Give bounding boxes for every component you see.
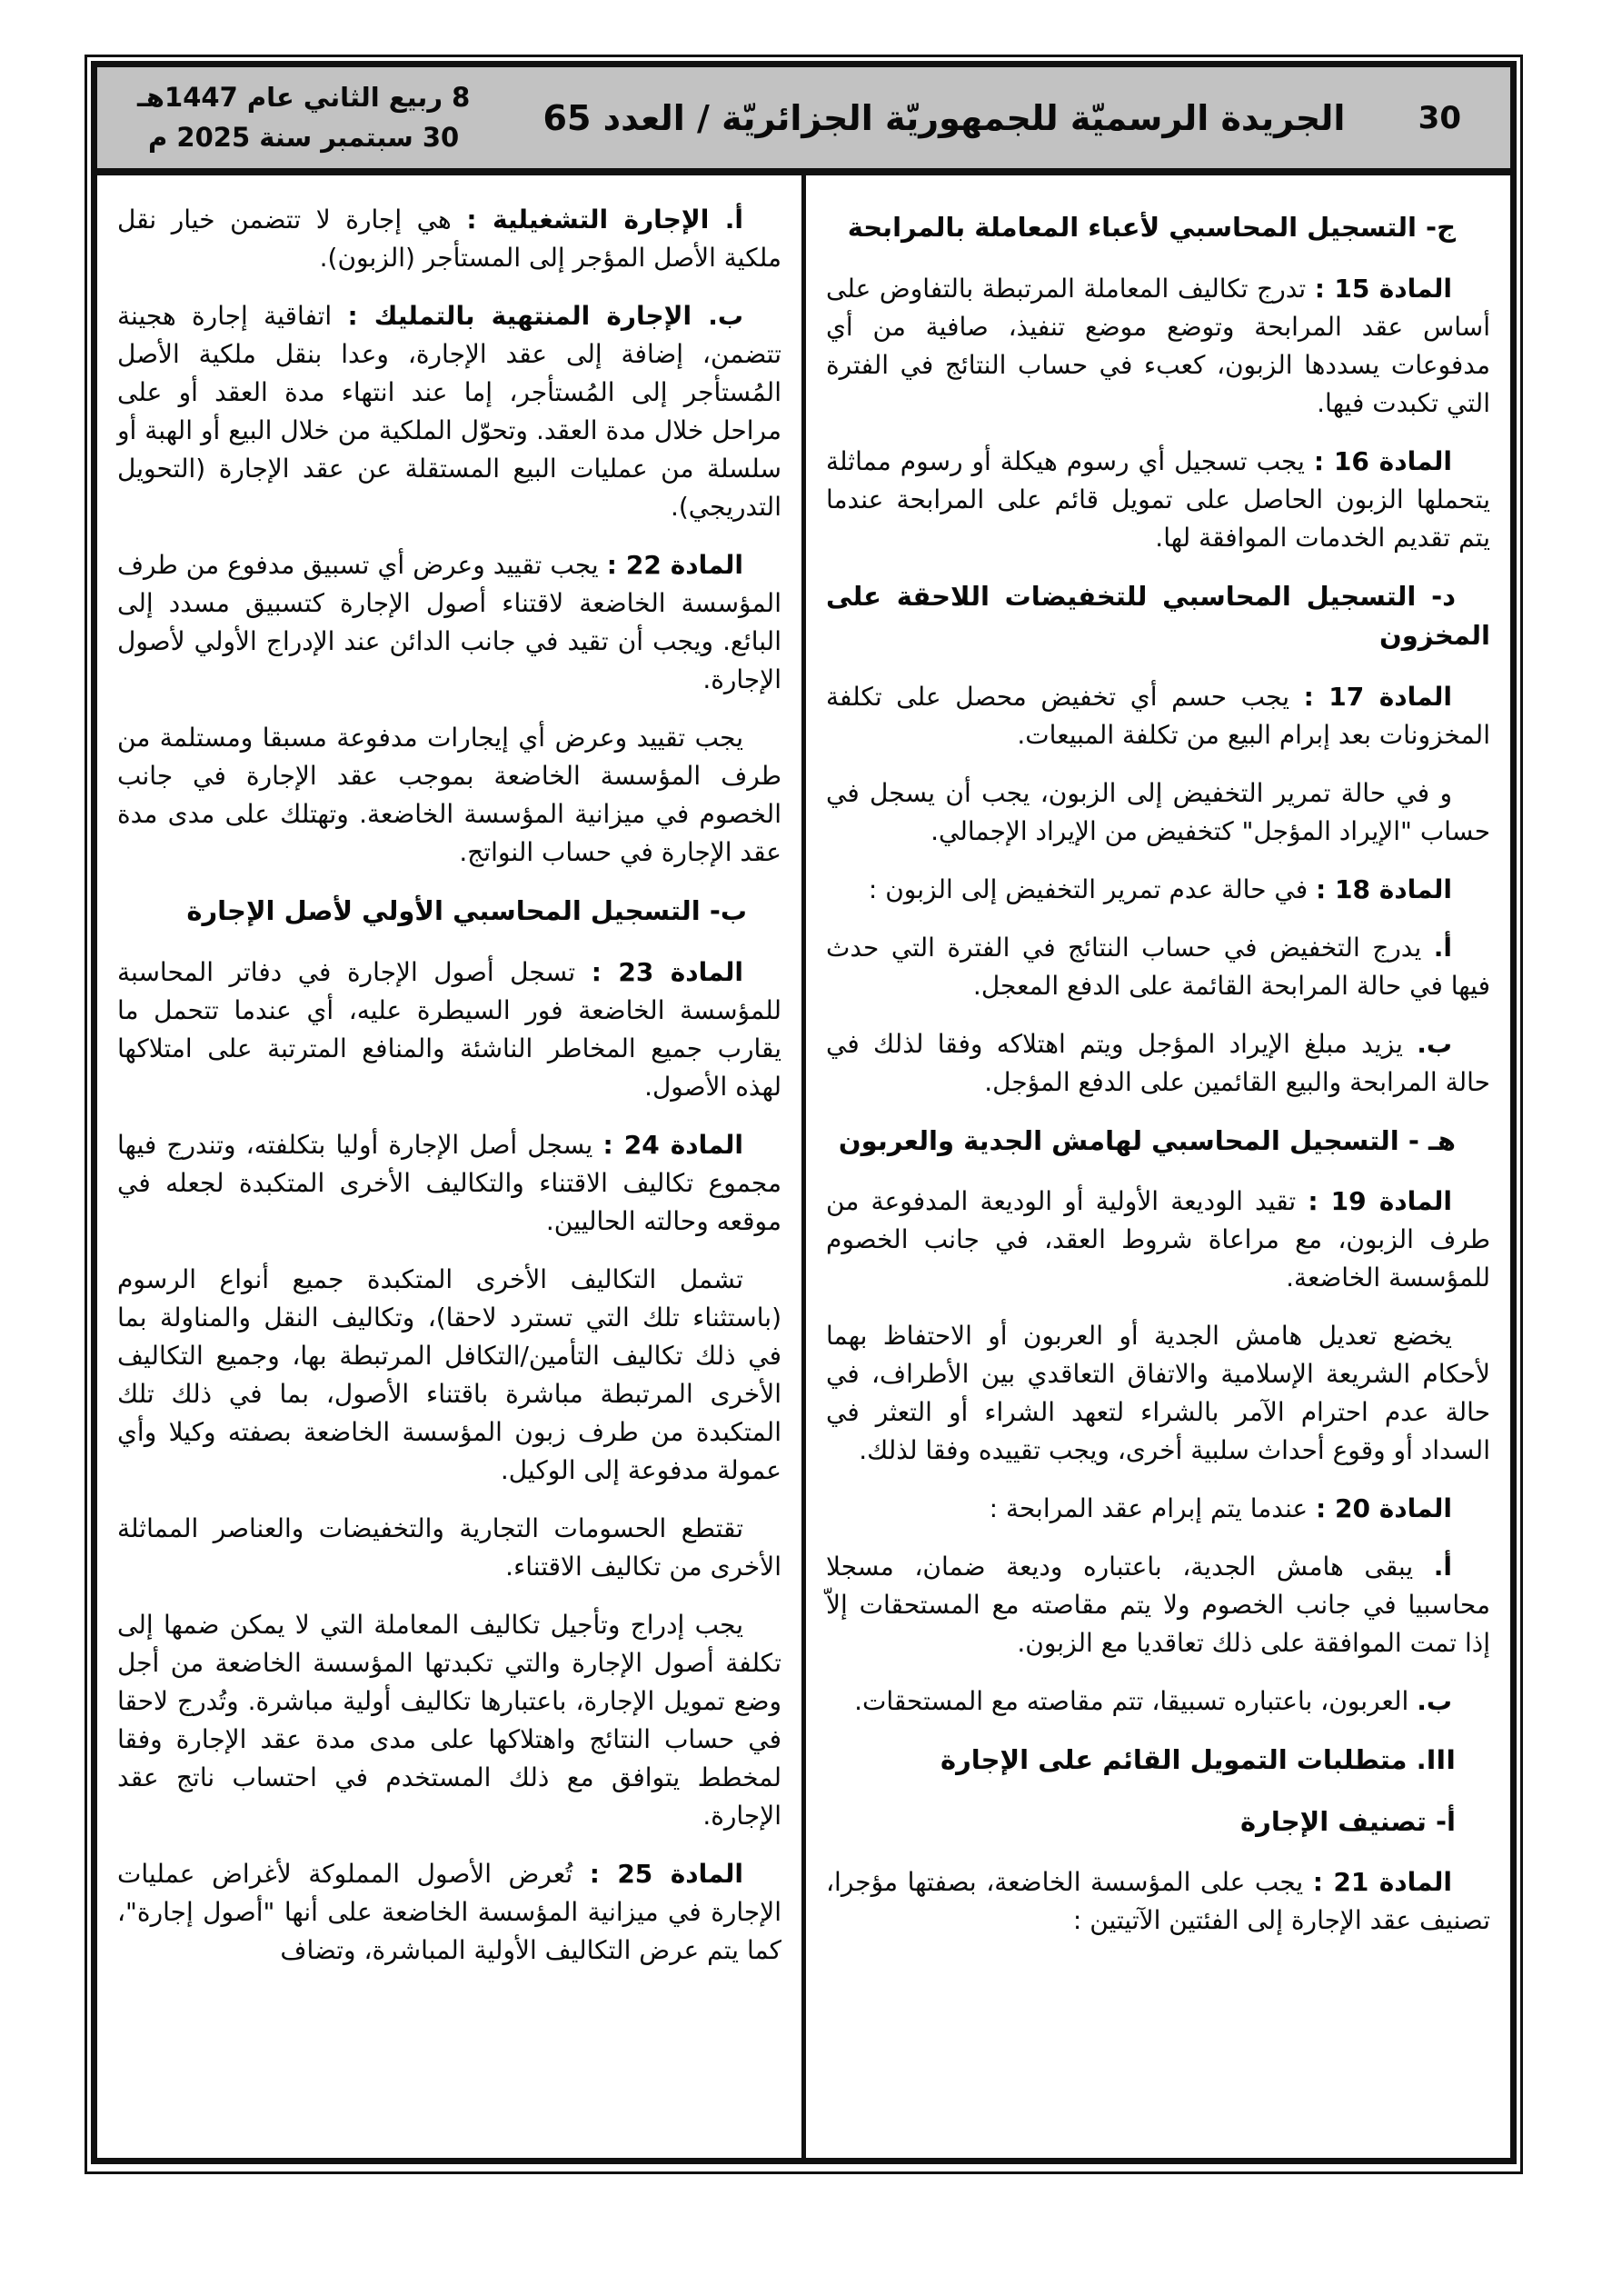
list-item-paragraph bbox=[826, 929, 1490, 1005]
column-divider bbox=[801, 175, 806, 2158]
article-text: العربون، باعتباره تسبيقا، تتم مقاصته مع المستحقات. bbox=[854, 1686, 1418, 1716]
page-frame-inner bbox=[91, 61, 1517, 2164]
list-item-paragraph bbox=[117, 201, 781, 277]
article-label: المادة 15 : bbox=[1314, 273, 1452, 304]
issue-dates bbox=[130, 78, 470, 157]
body-paragraph bbox=[117, 719, 781, 872]
article-label: المادة 24 : bbox=[602, 1129, 744, 1160]
article-paragraph bbox=[117, 1126, 781, 1241]
article-text: يجب تقييد وعرض أي إيجارات مدفوعة مسبقا ومستلمة من طرف المؤسسة الخاضعة بموجب عقد الإجارة في جانب الخصوم في ميزانية المؤسسة الخاضعة. وتهتلك على مدى مدة عقد الإجارة في حساب النواتج. bbox=[117, 723, 781, 867]
article-text: يدرج التخفيض في حساب النتائج في الفترة التي حدث فيها في حالة المرابحة القائمة على الدفع المعجل. bbox=[826, 932, 1490, 1001]
article-text: تسجل أصول الإجارة في دفاتر المحاسبة للمؤسسة الخاضعة فور السيطرة عليه، أي عندما تتحمل ما يقارب جميع المخاطر الناشئة والمنافع المترتبة على امتلاكها لهذه الأصول. bbox=[117, 956, 781, 1102]
article-paragraph bbox=[826, 1863, 1490, 1940]
article-paragraph bbox=[117, 953, 781, 1106]
list-item-paragraph bbox=[826, 1682, 1490, 1721]
list-item-label: ب. bbox=[1417, 1686, 1452, 1716]
page-number: 30 bbox=[1418, 99, 1461, 136]
article-label: المادة 23 : bbox=[591, 956, 743, 987]
section-heading: د- التسجيل المحاسبي للتخفيضات اللاحقة على المخزون bbox=[826, 580, 1490, 651]
article-text: تدرج تكاليف المعاملة المرتبطة بالتفاوض على أساس عقد المرابحة وتوضع موضع تنفيذ، صافية من أي مدفوعات يسددها الزبون، كعبء في حساب النتائج في الفترة التي تكبدت فيها. bbox=[826, 273, 1490, 418]
article-text: عندما يتم إبرام عقد المرابحة : bbox=[989, 1493, 1317, 1523]
article-label: المادة 21 : bbox=[1312, 1867, 1452, 1897]
journal-header bbox=[97, 67, 1510, 175]
article-paragraph bbox=[826, 871, 1490, 909]
article-paragraph bbox=[826, 678, 1490, 754]
article-paragraph bbox=[826, 1490, 1490, 1528]
article-paragraph bbox=[117, 1855, 781, 1970]
hijri-date: 8 ربيع الثاني عام 1447هـ bbox=[137, 82, 471, 113]
article-label: المادة 17 : bbox=[1303, 681, 1452, 712]
article-text: تقيد الوديعة الأولية أو الوديعة المدفوعة من طرف الزبون، مع مراعاة شروط العقد، في جانب الخصوم للمؤسسة الخاضعة. bbox=[826, 1186, 1490, 1293]
article-text: اتفاقية إجارة هجينة تتضمن، إضافة إلى عقد الإجارة، وعدا بنقل ملكية الأصل المُستأجر إلى المُستأجر، إما عند انتهاء مدة العقد أو على مراحل خلال مدة العقد. وتحوّل الملكية من خلال البيع أو الهبة أو سلسلة من عمليات البيع المستقلة عن عقد الإجارة (التحويل التدريجي). bbox=[117, 301, 781, 522]
article-text: يخضع تعديل هامش الجدية أو العربون أو الاحتفاظ بهما لأحكام الشريعة الإسلامية والاتفاق التعاقدي بين الأطراف، في حالة عدم احترام الآمر بالشراء لتعهد الشراء أو التعثر في السداد أو وقوع أحداث سلبية أخرى، ويجب تقييده وفقا لذلك. bbox=[826, 1321, 1490, 1465]
body-paragraph bbox=[826, 1317, 1490, 1470]
body-paragraph bbox=[117, 1606, 781, 1835]
list-item-paragraph bbox=[826, 1548, 1490, 1662]
article-label: المادة 20 : bbox=[1316, 1493, 1452, 1523]
article-text: يجب حسم أي تخفيض محصل على تكلفة المخزونات بعد إبرام البيع من تكلفة المبيعات. bbox=[826, 681, 1490, 750]
article-text: تشمل التكاليف الأخرى المتكبدة جميع أنواع الرسوم (باستثناء تلك التي تسترد لاحقا)، وتكاليف النقل والمناولة بما في ذلك تكاليف التأمين/التكافل المرتبطة بها، وجميع التكاليف الأخرى المرتبطة مباشرة باقتناء الأصول، بما في ذلك تلك المتكبدة من طرف زبون المؤسسة الخاضعة بصفته وكيلا وأي عمولة مدفوعة إلى الوكيل. bbox=[117, 1263, 781, 1485]
left-column bbox=[97, 175, 801, 2158]
section-heading: III. متطلبات التمويل القائم على الإجارة bbox=[940, 1744, 1456, 1775]
section-heading: ب- التسجيل المحاسبي الأولي لأصل الإجارة bbox=[186, 895, 747, 926]
gregorian-date: 30 سبتمبر سنة 2025 م bbox=[148, 121, 460, 153]
content-columns bbox=[97, 175, 1510, 2158]
article-label: المادة 19 : bbox=[1308, 1186, 1452, 1216]
article-text: يبقى هامش الجدية، باعتباره وديعة ضمان، مسجلا محاسبيا في جانب الخصوم ولا يتم مقاصته مع المستحقات إلاّ إذا تمت الموافقة على ذلك تعاقديا مع الزبون. bbox=[826, 1552, 1490, 1658]
article-text: و في حالة تمرير التخفيض إلى الزبون، يجب أن يسجل في حساب "الإيراد المؤجل" كتخفيض من الإيراد الإجمالي. bbox=[826, 777, 1490, 846]
list-item-paragraph bbox=[826, 1025, 1490, 1102]
section-heading: أ- تصنيف الإجارة bbox=[1240, 1805, 1456, 1837]
right-column bbox=[806, 175, 1510, 2158]
list-item-label: أ. الإجارة التشغيلية : bbox=[466, 205, 743, 235]
article-text: يزيد مبلغ الإيراد المؤجل ويتم اهتلاكه وفقا لذلك في حالة المرابحة والبيع القائمين على الدفع المؤجل. bbox=[826, 1028, 1490, 1097]
page-frame bbox=[85, 55, 1523, 2174]
article-text: يجب إدراج وتأجيل تكاليف المعاملة التي لا يمكن ضمها إلى تكلفة أصول الإجارة والتي تكبدتها المؤسسة الخاضعة من أجل وضع تمويل الإجارة، باعتبارها تكاليف أولية مباشرة. وتُدرج لاحقا في حساب النتائج واهتلاكها على مدى مدة عقد الإجارة وفقا لمخطط يتوافق مع ذلك المستخدم في احتساب ناتج عقد الإجارة. bbox=[117, 1609, 781, 1831]
article-label: المادة 18 : bbox=[1316, 873, 1452, 904]
article-text: يجب تسجيل أي رسوم هيكلة أو رسوم مماثلة يتحملها الزبون الحاصل على تمويل قائم على المرابحة عندما يتم تقديم الخدمات الموافقة لها. bbox=[826, 445, 1490, 553]
article-paragraph bbox=[826, 1183, 1490, 1297]
body-paragraph bbox=[117, 1510, 781, 1586]
section-heading: ج- التسجيل المحاسبي لأعباء المعاملة بالمرابحة bbox=[847, 212, 1456, 243]
article-text: تُعرض الأصول المملوكة لأغراض عمليات الإجارة في ميزانية المؤسسة الخاضعة على أنها "أصول إجارة"، كما يتم عرض التكاليف الأولية المباشرة، وتضاف bbox=[117, 1858, 781, 1965]
article-text: في حالة عدم تمرير التخفيض إلى الزبون : bbox=[868, 873, 1317, 904]
article-paragraph bbox=[117, 546, 781, 699]
body-paragraph bbox=[117, 1261, 781, 1490]
article-paragraph bbox=[826, 270, 1490, 423]
article-text: تقتطع الحسومات التجارية والتخفيضات والعناصر المماثلة الأخرى من تكاليف الاقتناء. bbox=[117, 1512, 781, 1582]
article-text: يجب على المؤسسة الخاضعة، بصفتها مؤجرا، تصنيف عقد الإجارة إلى الفئتين الآتيتين : bbox=[826, 1867, 1490, 1935]
article-text: هي إجارة لا تتضمن خيار نقل ملكية الأصل المؤجر إلى المستأجر (الزبون). bbox=[117, 205, 781, 273]
article-label: المادة 22 : bbox=[606, 550, 744, 580]
section-heading: هـ - التسجيل المحاسبي لهامش الجدية والعربون bbox=[838, 1124, 1456, 1156]
list-item-label: ب. الإجارة المنتهية بالتمليك : bbox=[347, 301, 744, 331]
list-item-label: ب. bbox=[1417, 1028, 1452, 1059]
list-item-label: أ. bbox=[1433, 932, 1452, 963]
list-item-label: أ. bbox=[1433, 1552, 1452, 1582]
journal-title: الجريدة الرسميّة للجمهوريّة الجزائريّة / العدد 65 bbox=[542, 97, 1346, 138]
article-text: يجب تقييد وعرض أي تسبيق مدفوع من طرف المؤسسة الخاضعة لاقتناء أصول الإجارة كتسبيق مسدد إلى البائع. ويجب أن تقيد في جانب الدائن عند الإدراج الأولي لأصول الإجارة. bbox=[117, 550, 781, 694]
article-label: المادة 25 : bbox=[589, 1858, 743, 1889]
list-item-paragraph bbox=[117, 297, 781, 526]
article-text: يسجل أصل الإجارة أوليا بتكلفته، وتندرج فيها مجموع تكاليف الاقتناء والتكاليف الأخرى المتكبدة لجعله في موقعه وحالته الحاليين. bbox=[117, 1129, 781, 1236]
article-label: المادة 16 : bbox=[1313, 445, 1452, 476]
article-paragraph bbox=[826, 443, 1490, 557]
body-paragraph bbox=[826, 774, 1490, 851]
